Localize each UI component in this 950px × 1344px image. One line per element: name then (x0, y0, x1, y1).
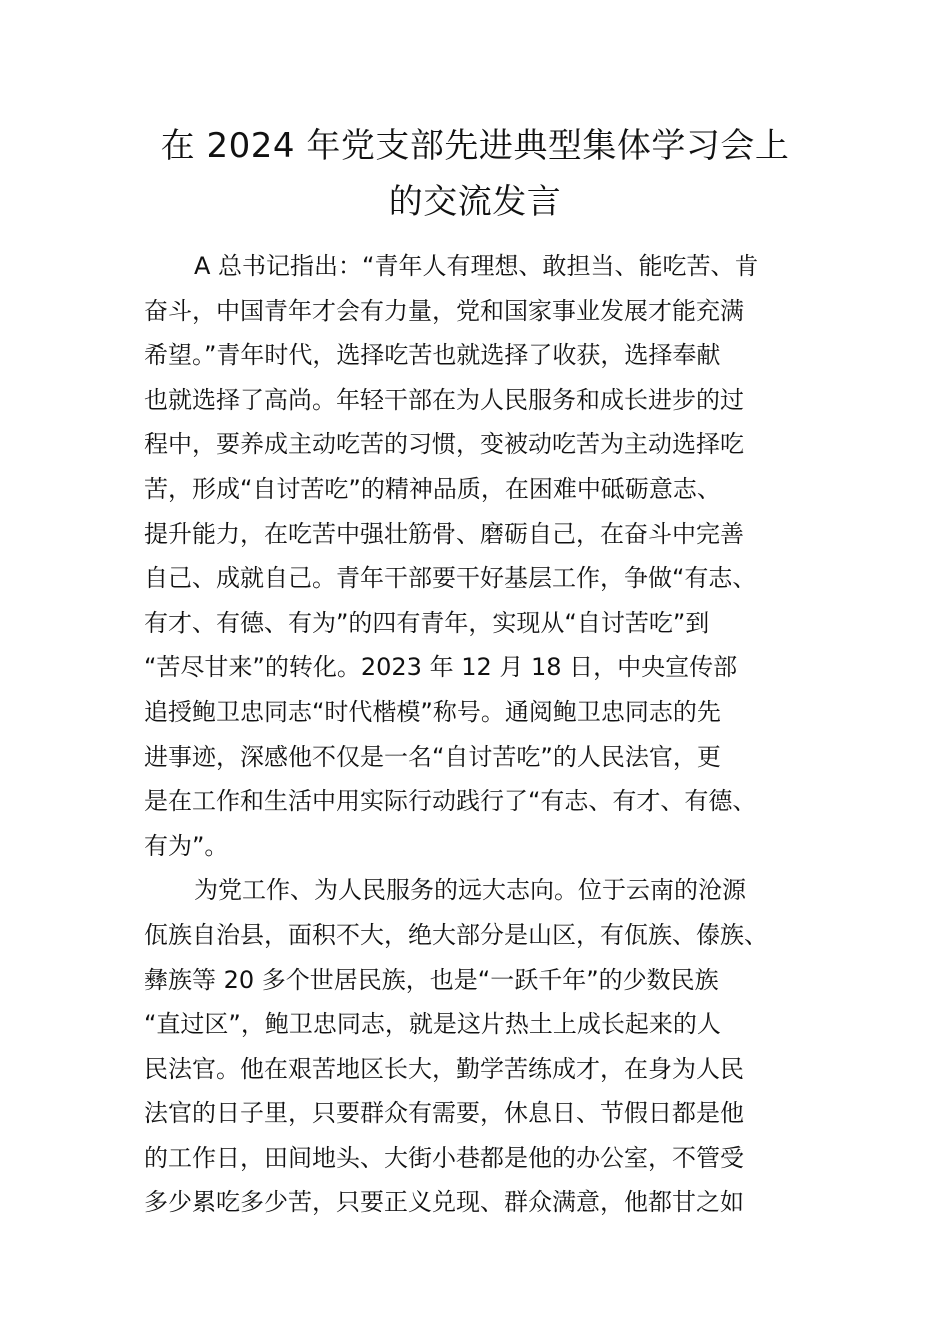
document-body (144, 244, 806, 1225)
title-line-1: 在 2024 年党支部先进典型集体学习会上 (160, 126, 790, 166)
text-line: 进事迹，深感他不仅是一名“自讨苦吃”的人民法官，更 (144, 742, 721, 771)
text-line: 佤族自治县，面积不大，绝大部分是山区，有佤族、傣族、 (144, 920, 768, 949)
text-line: 希望。”青年时代，选择吃苦也就选择了收获，选择奉献 (144, 341, 721, 370)
text-line: 有为”。 (144, 831, 229, 860)
text-line: 的工作日，田间地头、大街小巷都是他的办公室，不管受 (144, 1143, 744, 1172)
paragraph-2 (144, 868, 806, 1225)
text-line: “苦尽甘来”的转化。2023 年 12 月 18 日，中央宣传部 (144, 653, 738, 682)
text-line: 追授鲍卫忠同志“时代楷模”称号。通阅鲍卫忠同志的先 (144, 697, 721, 726)
text-line: 是在工作和生活中用实际行动践行了“有志、有才、有德、 (144, 787, 757, 816)
paragraph-1 (144, 244, 806, 868)
text-line: 奋斗，中国青年才会有力量，党和国家事业发展才能充满 (144, 296, 744, 325)
title-line-2: 的交流发言 (388, 182, 562, 222)
text-line: 苦，形成“自讨苦吃”的精神品质，在困难中砥砺意志、 (144, 474, 721, 503)
text-line: 民法官。他在艰苦地区长大，勤学苦练成才，在身为人民 (144, 1054, 744, 1083)
text-line: 彝族等 20 多个世居民族，也是“一跃千年”的少数民族 (144, 965, 719, 994)
text-line: 为党工作、为人民服务的远大志向。位于云南的沧源 (194, 876, 746, 905)
text-line: 程中，要养成主动吃苦的习惯，变被动吃苦为主动选择吃 (144, 430, 744, 459)
document-title (144, 118, 806, 230)
text-line: “直过区”，鲍卫忠同志，就是这片热土上成长起来的人 (144, 1010, 721, 1039)
text-line: A 总书记指出：“青年人有理想、敢担当、能吃苦、肯 (194, 252, 759, 280)
text-line: 有才、有德、有为”的四有青年，实现从“自讨苦吃”到 (144, 608, 710, 637)
text-line: 多少累吃多少苦，只要正义兑现、群众满意，他都甘之如 (144, 1188, 744, 1217)
text-line: 法官的日子里，只要群众有需要，休息日、节假日都是他 (144, 1099, 744, 1128)
text-line: 自己、成就自己。青年干部要干好基层工作，争做“有志、 (144, 564, 757, 593)
document-page (144, 118, 806, 1225)
text-line: 提升能力，在吃苦中强壮筋骨、磨砺自己，在奋斗中完善 (144, 519, 744, 548)
text-line: 也就选择了高尚。年轻干部在为人民服务和成长进步的过 (144, 385, 744, 414)
